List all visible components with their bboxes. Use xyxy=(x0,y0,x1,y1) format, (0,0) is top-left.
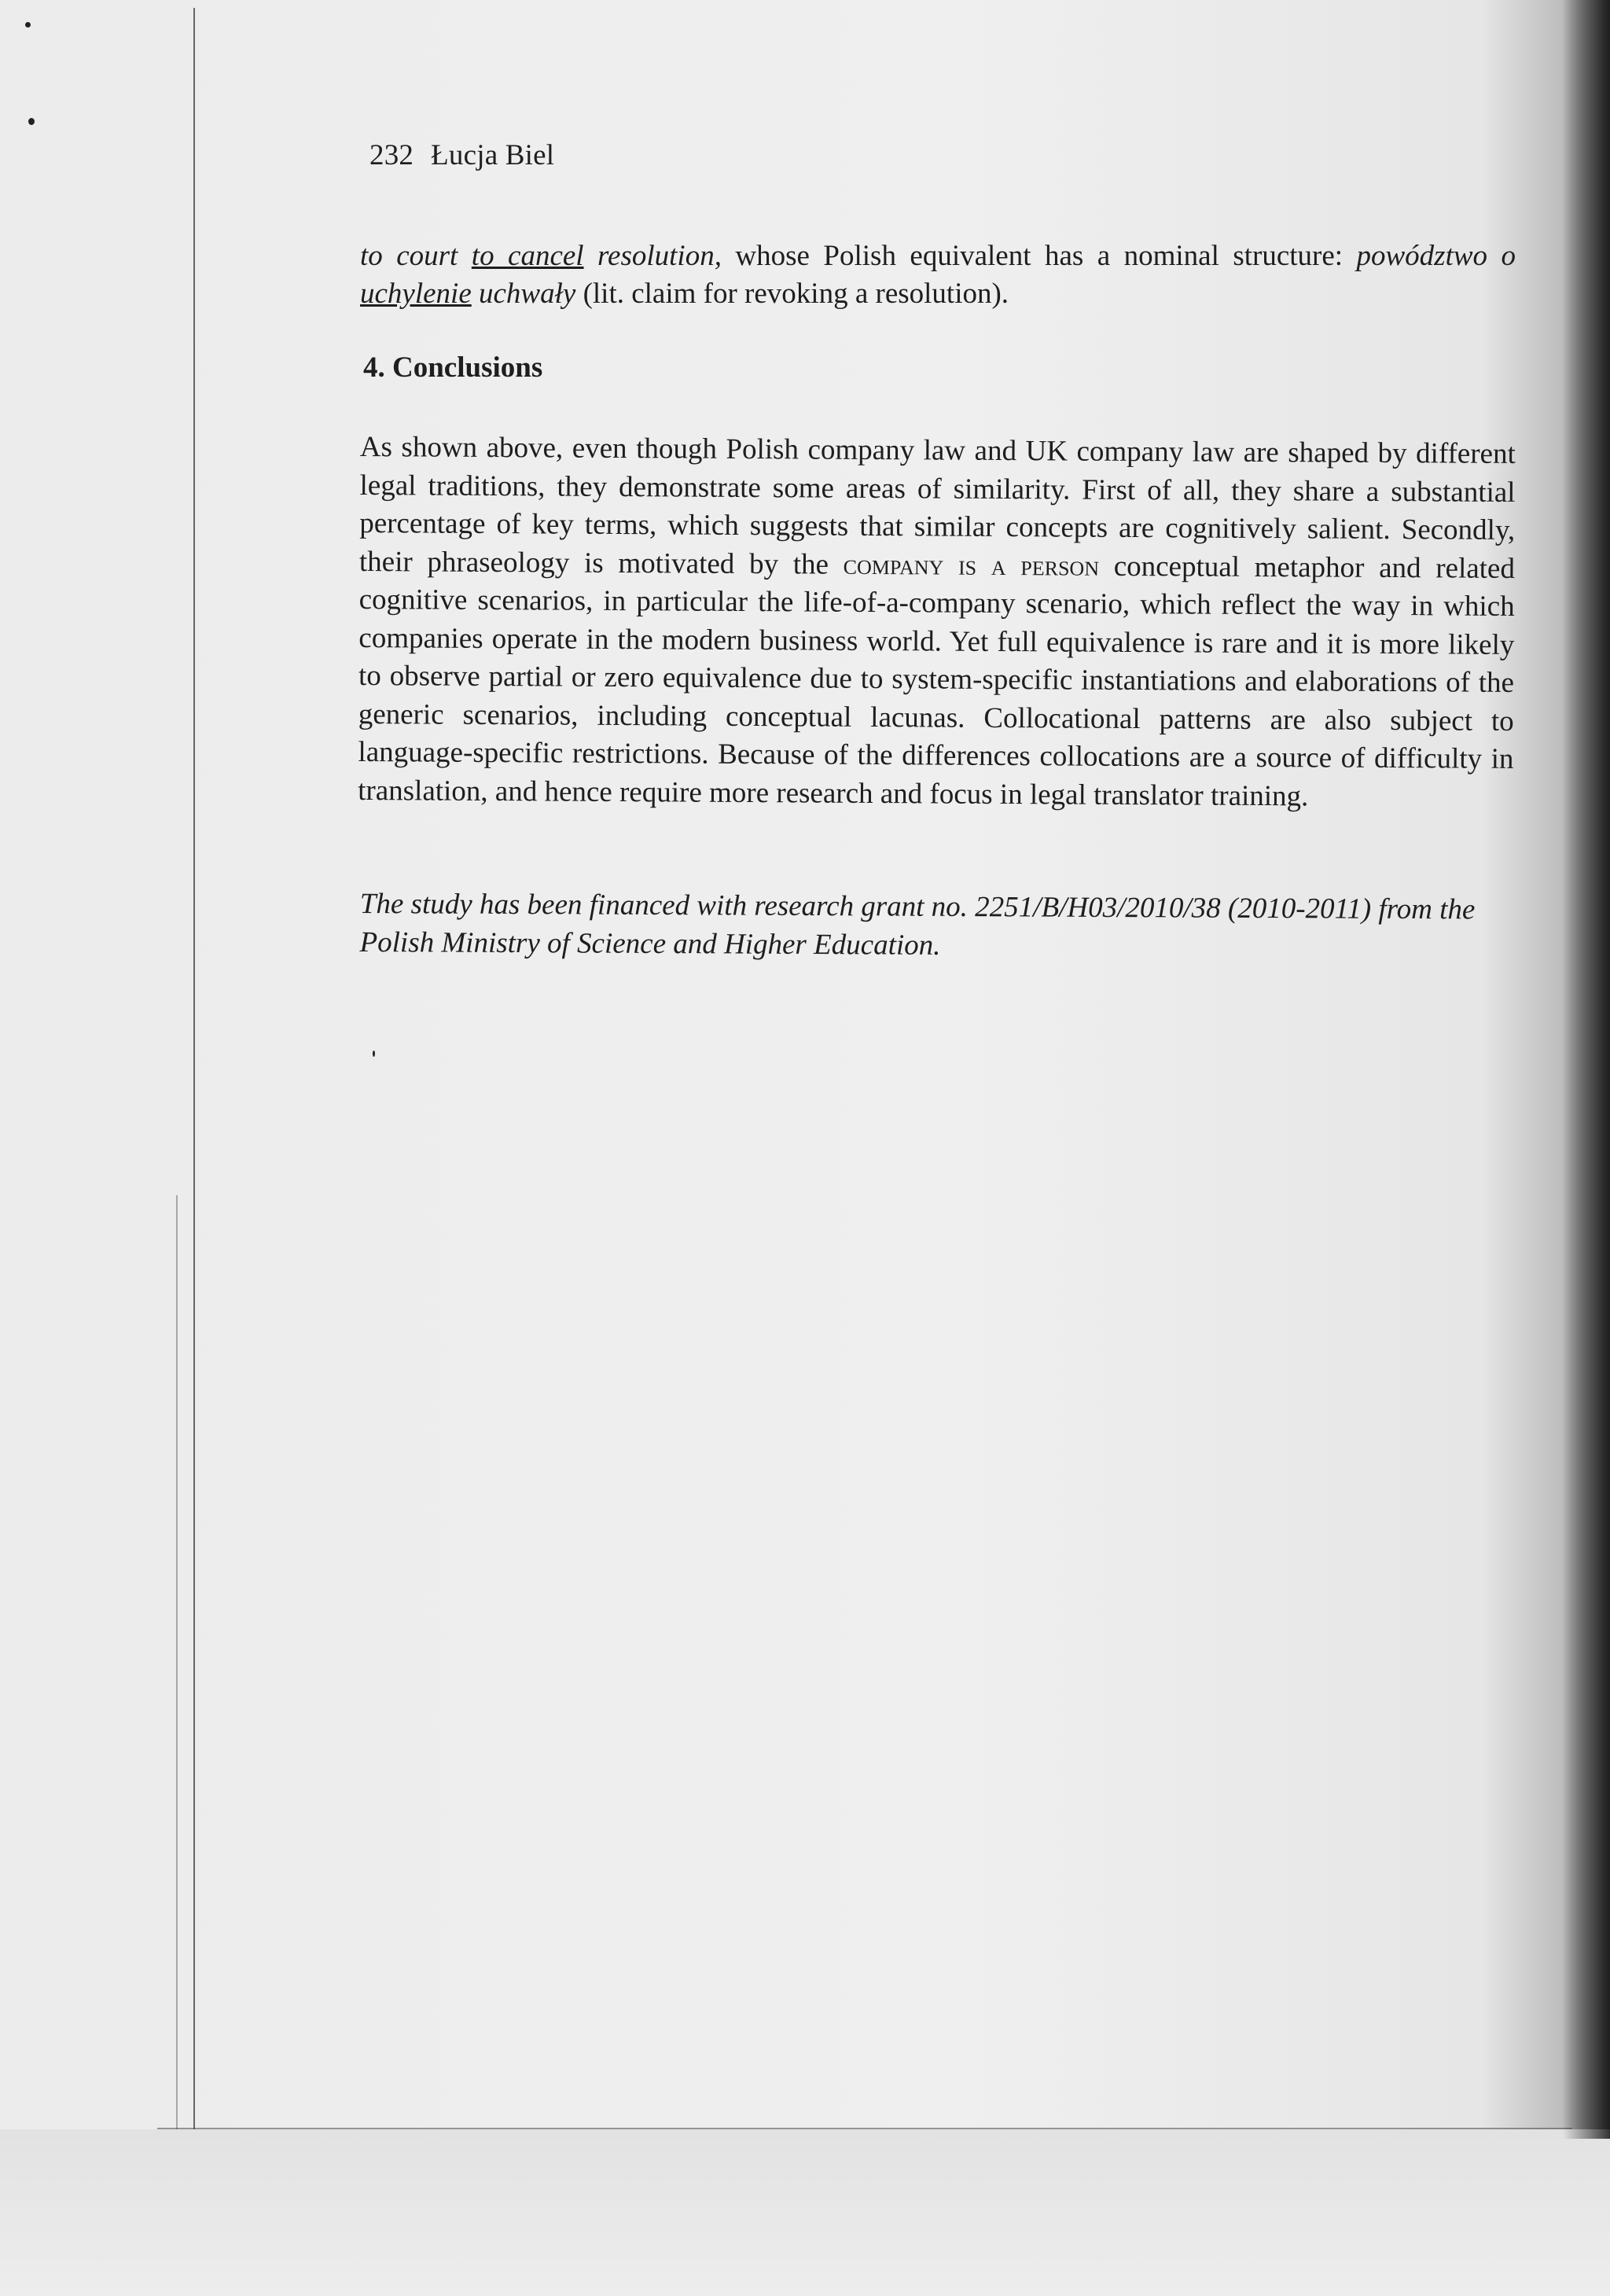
binding-line xyxy=(193,8,195,2233)
polish-term: uchwały xyxy=(471,278,576,310)
binding-line-secondary xyxy=(176,1195,178,2288)
running-head-author: Łucja Biel xyxy=(431,139,555,171)
conclusions-text: As shown above, even though Polish company law and UK company law are shaped by different legal traditions, they demonstrate some areas of similarity. First of all, they share a substantial percentage of key terms, which suggests that similar concepts are cognitively salient. Secondly, their phraseology is motivated by the xyxy=(358,430,1516,581)
scan-bottom-margin xyxy=(0,2129,1610,2296)
polish-term: powództwo o xyxy=(1356,240,1516,272)
scan-speck xyxy=(373,1050,375,1057)
conclusions-text: conceptual metaphor and related cognitive scenarios, in particular the life-of-a-company scenario, which reflect the way in which companies operate in the modern business world. Yet full equivalence is rare and it is more likely to observe partial or zero equivalence due to system-specific instantiations and elaborations of the generic scenarios, including conceptual lacunas. Collocational patterns are also subject to language-specific restrictions. Because of the differences collocations are a source of difficulty in translation, and hence require more research and focus in legal translator training. xyxy=(358,550,1516,812)
running-head xyxy=(369,138,554,172)
paragraph-text: whose Polish equivalent has a nominal structure: xyxy=(721,240,1357,272)
metaphor-small-caps: company is a person xyxy=(843,548,1100,583)
continuation-paragraph xyxy=(360,237,1516,313)
acknowledgement: The study has been financed with research grant no. 2251/B/H03/2010/38 (2010-2011) from the Polish Ministry of Science and Higher Education. xyxy=(359,888,1476,962)
example-underlined: to cancel xyxy=(471,240,584,272)
page-number: 232 xyxy=(369,139,414,171)
polish-term-underlined: uchylenie xyxy=(360,278,472,310)
scan-speck xyxy=(25,22,31,28)
page-bottom-edge xyxy=(157,2128,1572,2129)
conclusions-paragraph xyxy=(358,429,1516,817)
section-heading: 4. Conclusions xyxy=(363,351,543,384)
example-text: resolution, xyxy=(583,240,722,272)
paragraph-text: (lit. claim for revoking a resolution). xyxy=(575,278,1009,310)
scan-speck xyxy=(28,118,35,125)
scan-right-shadow xyxy=(1563,0,1610,2139)
example-text: to court xyxy=(360,240,472,272)
